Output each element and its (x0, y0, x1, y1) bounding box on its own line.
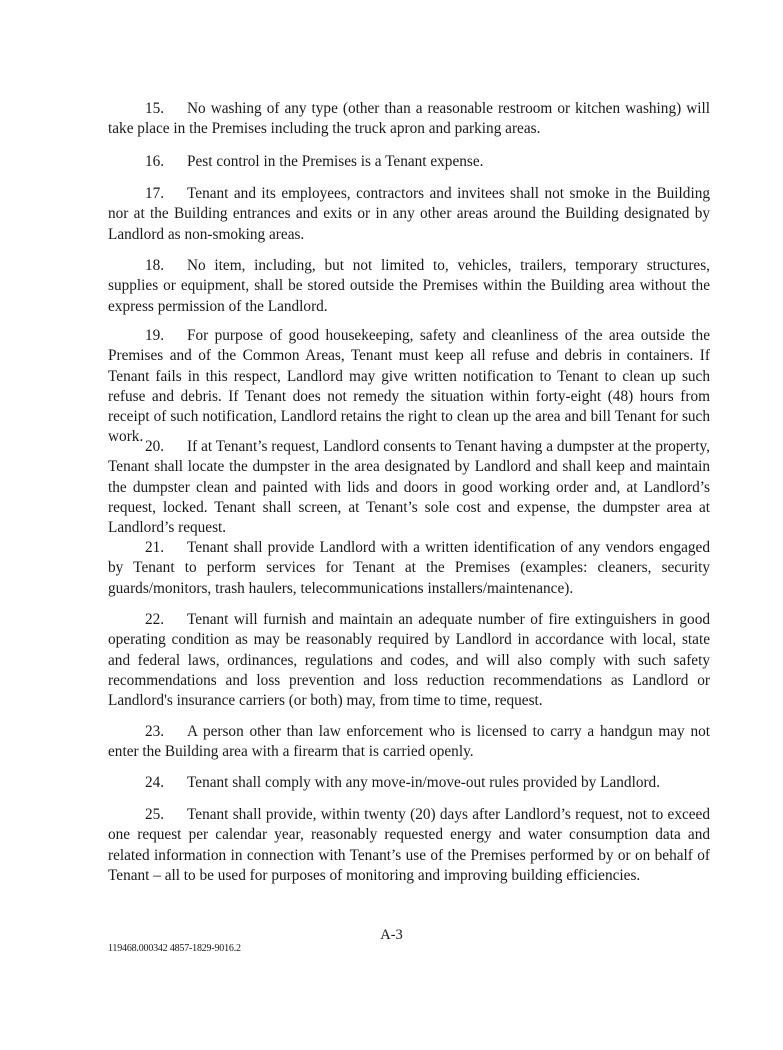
paragraph-text: If at Tenant’s request, Landlord consents to Tenant having a dumpster at the property, Tenant shall locate the dumpster in the area designated by Landlord and shall keep and maintain the dumpster clean and painted with lids and doors in good working order and, at Landlord’s request, locked. Tenant shall screen, at Tenant’s sole cost and expense, the dumpster area at Landlord’s request. (108, 438, 710, 537)
paragraph-21 (108, 538, 710, 599)
paragraph-number: 16. (145, 153, 165, 170)
paragraph-22 (108, 610, 710, 711)
document-id: 119468.000342 4857-1829-9016.2 (108, 943, 241, 954)
paragraph-number: 17. (145, 185, 165, 202)
paragraph-text: A person other than law enforcement who is licensed to carry a handgun may not enter the Building area with a firearm that is carried openly. (108, 723, 710, 761)
paragraph-number: 19. (145, 327, 165, 344)
paragraph-number: 24. (145, 774, 165, 791)
paragraph-number: 25. (145, 806, 165, 823)
paragraph-number: 22. (145, 611, 165, 628)
paragraph-17 (108, 184, 710, 245)
page-number: A-3 (380, 927, 403, 943)
paragraph-number: 18. (145, 257, 165, 274)
paragraph-20 (108, 437, 710, 538)
paragraph-text: Tenant will furnish and maintain an adequate number of fire extinguishers in good operating condition as may be reasonably required by Landlord in accordance with local, state and federal laws, ordinances, regulations and codes, and will also comply with such safety recommendations and loss prevention and loss reduction recommendations as Landlord or Landlord's insurance carriers (or both) may, from time to time, request. (108, 611, 710, 710)
paragraph-number: 21. (145, 539, 165, 556)
paragraph-23 (108, 722, 710, 763)
paragraph-text: For purpose of good housekeeping, safety and cleanliness of the area outside the Premises and of the Common Areas, Tenant must keep all refuse and debris in containers. If Tenant fails in this respect, Landlord may give written notification to Tenant to clean up such refuse and debris. If Tenant does not remedy the situation within forty-eight (48) hours from receipt of such notification, Landlord retains the right to clean up the area and bill Tenant for such work. (108, 327, 710, 446)
paragraph-text: No item, including, but not limited to, vehicles, trailers, temporary structures, supplies or equipment, shall be stored outside the Premises within the Building area without the express permission of the Landlord. (108, 257, 710, 315)
paragraph-text: Pest control in the Premises is a Tenant expense. (187, 153, 484, 170)
paragraph-text: No washing of any type (other than a reasonable restroom or kitchen washing) will take place in the Premises including the truck apron and parking areas. (108, 100, 710, 138)
paragraph-15 (108, 99, 710, 140)
paragraph-16 (108, 152, 710, 172)
paragraph-18 (108, 256, 710, 317)
paragraph-24 (108, 773, 710, 793)
paragraph-25 (108, 805, 710, 886)
paragraph-number: 20. (145, 438, 165, 455)
paragraph-text: Tenant and its employees, contractors and invitees shall not smoke in the Building nor at the Building entrances and exits or in any other areas around the Building designated by Landlord as non-smoking areas. (108, 185, 710, 243)
paragraph-number: 23. (145, 723, 165, 740)
paragraph-text: Tenant shall provide, within twenty (20) days after Landlord’s request, not to exceed one request per calendar year, reasonably requested energy and water consumption data and related information in connection with Tenant’s use of the Premises performed by or on behalf of Tenant – all to be used for purposes of monitoring and improving building efficiencies. (108, 806, 710, 884)
paragraph-text: Tenant shall provide Landlord with a written identification of any vendors engaged by Tenant to perform services for Tenant at the Premises (examples: cleaners, security guards/monitors, trash haulers, telecommunications installers/maintenance). (108, 539, 710, 597)
paragraph-19 (108, 326, 710, 448)
paragraph-number: 15. (145, 100, 165, 117)
paragraph-text: Tenant shall comply with any move-in/move-out rules provided by Landlord. (187, 774, 661, 791)
